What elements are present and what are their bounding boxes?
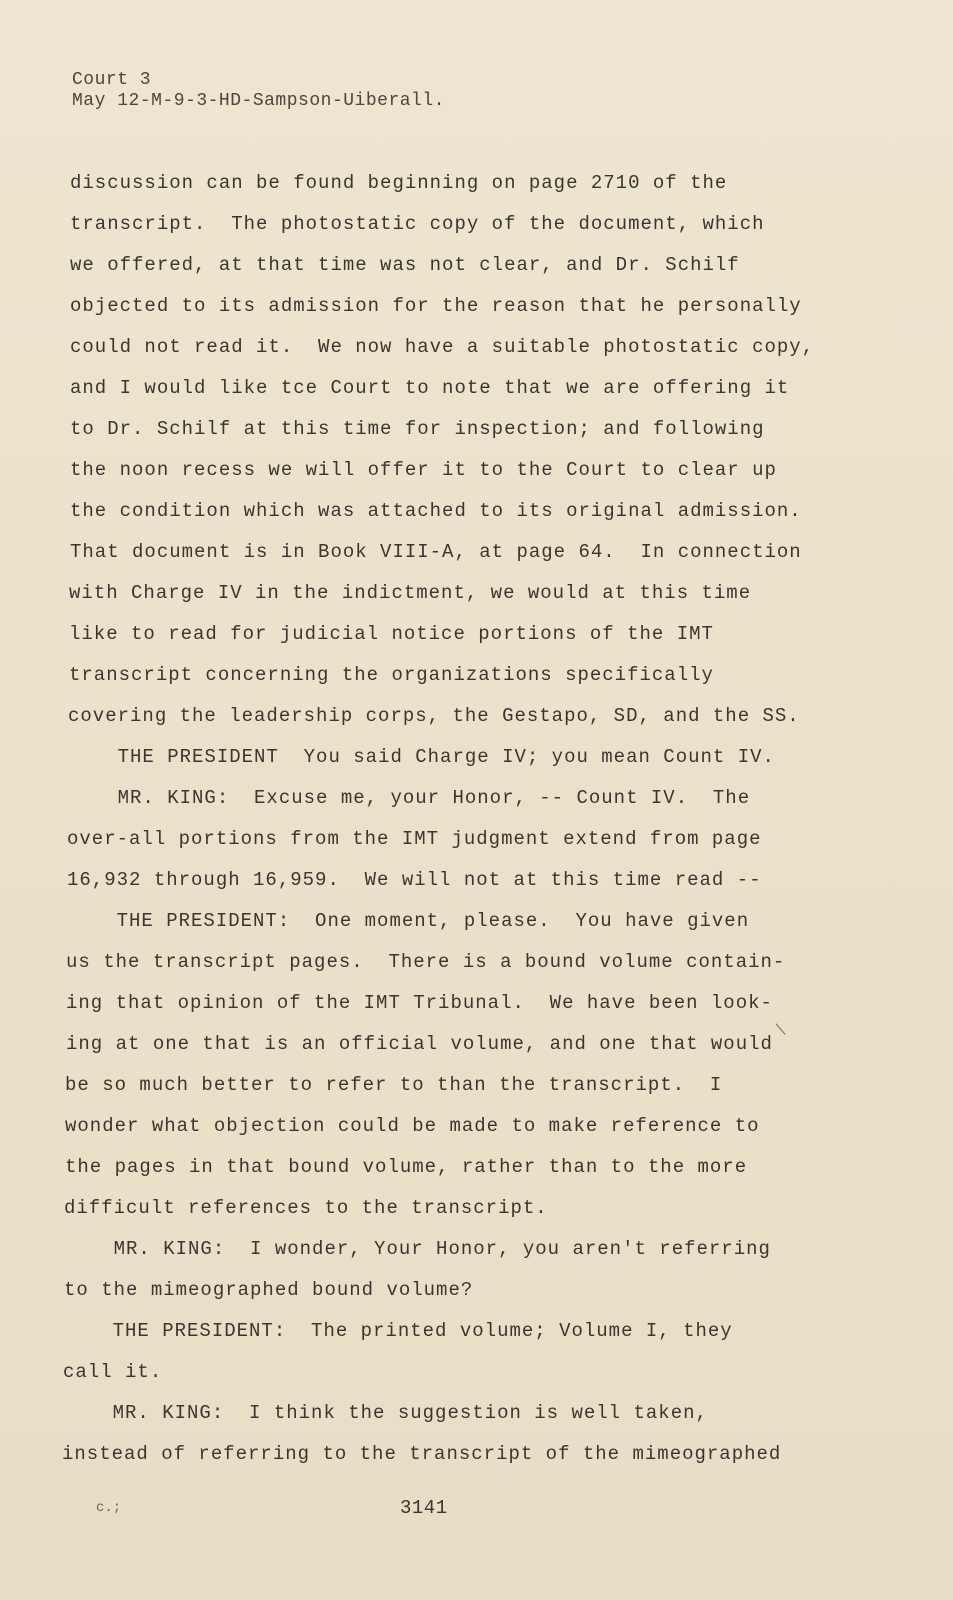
text-line: be so much better to refer to than the transcript. I bbox=[65, 1074, 723, 1096]
text-line: to Dr. Schilf at this time for inspection; and following bbox=[70, 418, 765, 440]
text-line: MR. KING: I wonder, Your Honor, you aren't referring bbox=[64, 1238, 771, 1260]
page-header bbox=[72, 70, 445, 112]
text-line: the noon recess we will offer it to the Court to clear up bbox=[70, 459, 777, 481]
text-line: discussion can be found beginning on page 2710 of the bbox=[70, 172, 728, 194]
text-line: us the transcript pages. There is a bound volume contain- bbox=[66, 951, 786, 973]
text-line: wonder what objection could be made to make reference to bbox=[65, 1115, 760, 1137]
text-line: ing that opinion of the IMT Tribunal. We have been look- bbox=[66, 992, 773, 1014]
text-line: instead of referring to the transcript of the mimeographed bbox=[62, 1443, 782, 1465]
text-line: 16,932 through 16,959. We will not at this time read -- bbox=[67, 869, 762, 891]
text-line: transcript. The photostatic copy of the document, which bbox=[70, 213, 765, 235]
text-line: and I would like tce Court to note that we are offering it bbox=[70, 377, 790, 399]
text-line: ing at one that is an official volume, and one that would bbox=[66, 1033, 773, 1055]
text-line: MR. KING: I think the suggestion is well taken, bbox=[63, 1402, 708, 1424]
text-line: transcript concerning the organizations specifically bbox=[69, 664, 714, 686]
text-line: the pages in that bound volume, rather than to the more bbox=[65, 1156, 748, 1178]
text-line: like to read for judicial notice portions of the IMT bbox=[69, 623, 714, 645]
text-line: THE PRESIDENT: One moment, please. You have given bbox=[67, 910, 750, 932]
text-line: could not read it. We now have a suitable photostatic copy, bbox=[70, 336, 815, 358]
text-line: objected to its admission for the reason that he personally bbox=[70, 295, 802, 317]
text-line: difficult references to the transcript. bbox=[64, 1197, 548, 1219]
text-line: call it. bbox=[63, 1361, 163, 1383]
text-line: with Charge IV in the indictment, we would at this time bbox=[69, 582, 752, 604]
text-line: over-all portions from the IMT judgment extend from page bbox=[67, 828, 762, 850]
footer-initials: c.; bbox=[96, 1500, 122, 1516]
text-line: to the mimeographed bound volume? bbox=[64, 1279, 474, 1301]
text-line: THE PRESIDENT: The printed volume; Volume I, they bbox=[63, 1320, 733, 1342]
page-number: 3141 bbox=[400, 1497, 448, 1519]
text-line: MR. KING: Excuse me, your Honor, -- Count IV. The bbox=[68, 787, 751, 809]
text-line: we offered, at that time was not clear, and Dr. Schilf bbox=[70, 254, 740, 276]
text-line: THE PRESIDENT You said Charge IV; you mean Count IV. bbox=[68, 746, 775, 768]
stray-pen-mark bbox=[776, 1023, 786, 1034]
header-session: May 12-M-9-3-HD-Sampson-Uiberall. bbox=[72, 91, 445, 111]
text-line: covering the leadership corps, the Gestapo, SD, and the SS. bbox=[68, 705, 800, 727]
header-court: Court 3 bbox=[72, 70, 152, 90]
text-line: the condition which was attached to its original admission. bbox=[70, 500, 802, 522]
text-line: That document is in Book VIII-A, at page 64. In connection bbox=[70, 541, 802, 563]
